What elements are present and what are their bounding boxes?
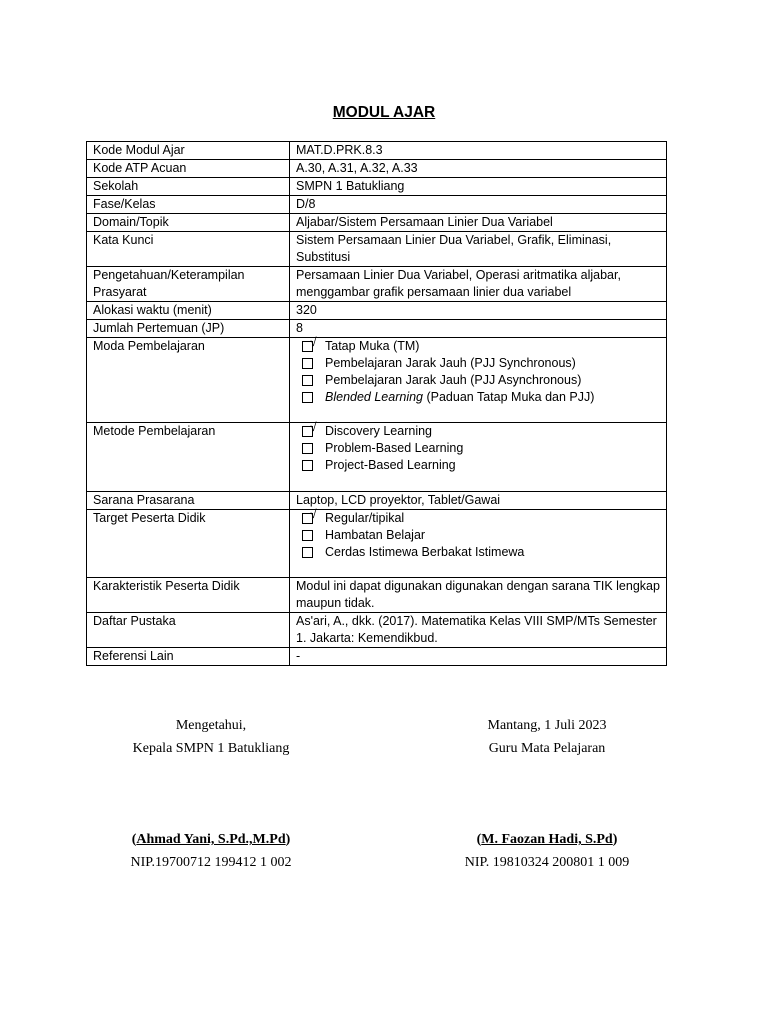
signature-left-line2: Kepala SMPN 1 Batukliang xyxy=(132,741,290,756)
table-row xyxy=(87,613,667,648)
label-moda: Moda Pembelajaran xyxy=(87,338,290,423)
label-sekolah: Sekolah xyxy=(87,178,290,196)
value-kode-atp: A.30, A.31, A.32, A.33 xyxy=(290,160,667,178)
value-sekolah: SMPN 1 Batukliang xyxy=(290,178,667,196)
checkbox-icon[interactable] xyxy=(302,420,317,437)
value-alokasi: 320 xyxy=(290,302,667,320)
label-kata-kunci: Kata Kunci xyxy=(87,232,290,267)
moda-options xyxy=(290,335,667,423)
signature-right-line2: Guru Mata Pelajaran xyxy=(488,741,606,756)
checkbox-icon[interactable] xyxy=(302,392,313,403)
signature-right-nip: NIP. 19810324 200801 1 009 xyxy=(464,855,630,870)
value-prasyarat: Persamaan Linier Dua Variabel, Operasi aritmatika aljabar, menggambar grafik persamaan linier dua variabel xyxy=(290,267,667,302)
label-metode: Metode Pembelajaran xyxy=(87,423,290,492)
moda-option-pjj-async xyxy=(296,372,660,389)
table-row xyxy=(87,142,667,160)
option-label: Problem-Based Learning xyxy=(325,441,464,455)
table-row xyxy=(87,423,667,492)
label-referensi: Referensi Lain xyxy=(87,648,290,666)
signature-left-name: (Ahmad Yani, S.Pd.,M.Pd) xyxy=(131,832,291,847)
checkbox-icon[interactable] xyxy=(302,547,313,558)
option-label: Pembelajaran Jarak Jauh (PJJ Asynchronous) xyxy=(325,373,582,387)
signature-left-name-text: Ahmad Yani, S.Pd.,M.Pd xyxy=(136,832,286,847)
label-target: Target Peserta Didik xyxy=(87,510,290,578)
value-sarana: Laptop, LCD proyektor, Tablet/Gawai xyxy=(290,492,667,510)
checkbox-icon[interactable] xyxy=(302,335,317,352)
moda-option-tm xyxy=(296,335,660,355)
option-label: Project-Based Learning xyxy=(325,458,456,472)
value-fase: D/8 xyxy=(290,196,667,214)
signature-left-nip: NIP.19700712 199412 1 002 xyxy=(130,855,292,870)
option-label: Regular/tipikal xyxy=(325,511,405,525)
table-row xyxy=(87,492,667,510)
value-pustaka: As'ari, A., dkk. (2017). Matematika Kelas VIII SMP/MTs Semester 1. Jakarta: Kemendikbud. xyxy=(290,613,667,648)
option-label xyxy=(325,389,594,406)
value-referensi: - xyxy=(290,648,667,666)
table-row xyxy=(87,510,667,578)
moda-option-pjj-sync xyxy=(296,355,660,372)
check-mark-icon: √ xyxy=(310,335,317,349)
value-domain: Aljabar/Sistem Persamaan Linier Dua Variabel xyxy=(290,214,667,232)
target-options xyxy=(290,507,667,578)
label-kode-atp: Kode ATP Acuan xyxy=(87,160,290,178)
check-mark-icon: √ xyxy=(310,420,317,434)
table-row xyxy=(87,302,667,320)
option-label: Discovery Learning xyxy=(325,424,432,438)
value-karakteristik: Modul ini dapat digunakan digunakan dengan sarana TIK lengkap maupun tidak. xyxy=(290,578,667,613)
table-row xyxy=(87,320,667,338)
value-jp: 8 xyxy=(290,320,667,338)
value-kode-modul: MAT.D.PRK.8.3 xyxy=(290,142,667,160)
metode-options xyxy=(290,420,667,492)
label-domain: Domain/Topik xyxy=(87,214,290,232)
table-row xyxy=(87,578,667,613)
target-option-regular xyxy=(296,507,660,527)
option-label-rest: (Paduan Tatap Muka dan PJJ) xyxy=(423,390,595,404)
signature-right-line1: Mantang, 1 Juli 2023 xyxy=(487,718,607,733)
metode-option-discovery xyxy=(296,420,660,440)
signature-right-name-text: M. Faozan Hadi, S.Pd xyxy=(481,832,613,847)
option-label-italic: Blended Learning xyxy=(325,390,423,404)
label-sarana: Sarana Prasarana xyxy=(87,492,290,510)
table-row xyxy=(87,196,667,214)
metode-option-pjbl xyxy=(296,457,660,474)
moda-option-blended xyxy=(296,389,660,406)
checkbox-icon[interactable] xyxy=(302,375,313,386)
label-alokasi: Alokasi waktu (menit) xyxy=(87,302,290,320)
signature-block-left xyxy=(61,714,361,874)
table-row xyxy=(87,267,667,302)
target-option-hambatan xyxy=(296,527,660,544)
option-label: Pembelajaran Jarak Jauh (PJJ Synchronous) xyxy=(325,356,576,370)
table-row xyxy=(87,160,667,178)
option-label: Tatap Muka (TM) xyxy=(325,339,420,353)
signature-right-name: (M. Faozan Hadi, S.Pd) xyxy=(476,832,618,847)
option-label: Cerdas Istimewa Berbakat Istimewa xyxy=(325,545,525,559)
table-row xyxy=(87,214,667,232)
checkbox-icon[interactable] xyxy=(302,358,313,369)
signature-space xyxy=(397,760,697,828)
table-row xyxy=(87,648,667,666)
label-jp: Jumlah Pertemuan (JP) xyxy=(87,320,290,338)
module-info-table xyxy=(86,141,667,666)
value-kata-kunci: Sistem Persamaan Linier Dua Variabel, Grafik, Eliminasi, Substitusi xyxy=(290,232,667,267)
check-mark-icon: √ xyxy=(310,507,317,521)
label-kode-modul: Kode Modul Ajar xyxy=(87,142,290,160)
checkbox-icon[interactable] xyxy=(302,507,317,524)
checkbox-icon[interactable] xyxy=(302,460,313,471)
label-karakteristik: Karakteristik Peserta Didik xyxy=(87,578,290,613)
signature-space xyxy=(61,760,361,828)
checkbox-icon[interactable] xyxy=(302,530,313,541)
table-row xyxy=(87,338,667,423)
label-prasyarat: Pengetahuan/Keterampilan Prasyarat xyxy=(87,267,290,302)
metode-option-pbl xyxy=(296,440,660,457)
checkbox-icon[interactable] xyxy=(302,443,313,454)
option-label: Hambatan Belajar xyxy=(325,528,426,542)
label-fase: Fase/Kelas xyxy=(87,196,290,214)
document-title: MODUL AJAR xyxy=(332,104,436,121)
table-row xyxy=(87,178,667,196)
target-option-cibi xyxy=(296,544,660,561)
signature-left-line1: Mengetahui, xyxy=(175,718,247,733)
table-row xyxy=(87,232,667,267)
label-pustaka: Daftar Pustaka xyxy=(87,613,290,648)
signature-block-right xyxy=(397,714,697,874)
